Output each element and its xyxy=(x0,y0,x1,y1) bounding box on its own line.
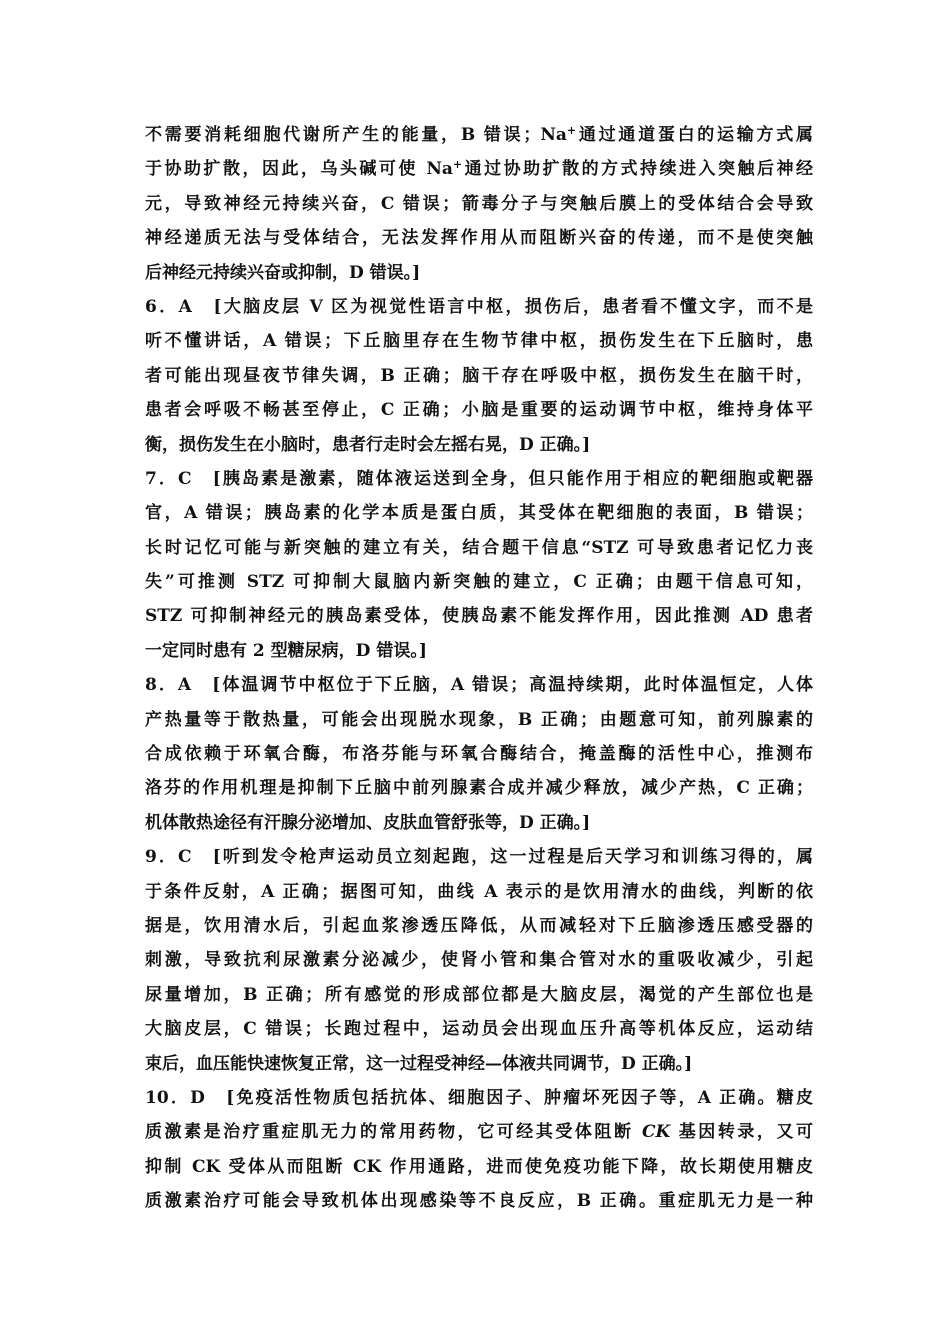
answer-10-line: 10．D [免疫活性物质包括抗体、细胞因子、肿瘤坏死因子等，A 正确。糖皮 xyxy=(145,1087,813,1108)
text-line: 患者会呼吸不畅甚至停止，C 正确；小脑是重要的运动调节中枢，维持身体平 xyxy=(145,400,813,421)
text-line: 束后，血压能快速恢复正常，这一过程受神经—体液共同调节，D 正确。] xyxy=(145,1053,693,1074)
text-line: 抑制 CK 受体从而阻断 CK 作用通路，进而使免疫功能下降，故长期使用糖皮 xyxy=(145,1156,813,1177)
answer-6-line: 6．A [大脑皮层 V 区为视觉性语言中枢，损伤后，患者看不懂文字，而不是 xyxy=(145,296,813,317)
superscript-plus: + xyxy=(452,158,463,172)
text-line: 刺激，导致抗利尿激素分泌减少，使肾小管和集合管对水的重吸收减少，引起 xyxy=(145,950,813,971)
text-line: 于条件反射，A 正确；据图可知，曲线 A 表示的是饮用清水的曲线，判断的依 xyxy=(145,881,813,902)
text-line: 听不懂讲话，A 错误；下丘脑里存在生物节律中枢，损伤发生在下丘脑时，患 xyxy=(145,331,813,352)
answer-7-line: 7．C [胰岛素是激素，随体液运送到全身，但只能作用于相应的靶细胞或靶器 xyxy=(145,468,813,489)
text-line: 后神经元持续兴奋或抑制，D 错误。] xyxy=(145,262,421,283)
text-line: 神经递质无法与受体结合，无法发挥作用从而阻断兴奋的传递，而不是使突触 xyxy=(145,228,813,249)
answer-8-line: 8．A [体温调节中枢位于下丘脑，A 错误；高温持续期，此时体温恒定，人体 xyxy=(145,675,813,696)
text-line: 质激素治疗可能会导致机体出现感染等不良反应，B 正确。重症肌无力是一种 xyxy=(145,1191,813,1212)
text-line: 洛芬的作用机理是抑制下丘脑中前列腺素合成并减少释放，减少产热，C 正确； xyxy=(145,778,813,799)
text-line: 据是，饮用清水后，引起血浆渗透压降低，从而减轻对下丘脑渗透压感受器的 xyxy=(145,915,813,936)
text-line: 者可能出现昼夜节律失调，B 正确；脑干存在呼吸中枢，损伤发生在脑干时， xyxy=(145,365,813,386)
text-line: 大脑皮层，C 错误；长跑过程中，运动员会出现血压升高等机体反应，运动结 xyxy=(145,1019,813,1040)
text-line: 于协助扩散，因此，乌头碱可使 Na+通过协助扩散的方式持续进入突触后神经 xyxy=(145,158,813,180)
answer-explanation-text xyxy=(145,118,813,1219)
text-line: 元，导致神经元持续兴奋，C 错误；箭毒分子与突触后膜上的受体结合会导致 xyxy=(145,193,813,214)
text-line: STZ 可抑制神经元的胰岛素受体，使胰岛素不能发挥作用，因此推测 AD 患者 xyxy=(145,606,813,627)
text-line: 产热量等于散热量，可能会出现脱水现象，B 正确；由题意可知，前列腺素的 xyxy=(145,709,813,730)
text-line: 长时记忆可能与新突触的建立有关，结合题干信息“STZ 可导致患者记忆力丧 xyxy=(145,537,813,558)
text-line: 机体散热途径有汗腺分泌增加、皮肤血管舒张等，D 正确。] xyxy=(145,812,591,833)
text-line: 失”可推测 STZ 可抑制大鼠脑内新突触的建立，C 正确；由题干信息可知， xyxy=(145,572,813,593)
gene-name-italic: CK xyxy=(641,1122,671,1143)
text-line: 官，A 错误；胰岛素的化学本质是蛋白质，其受体在靶细胞的表面，B 错误； xyxy=(145,503,813,524)
text-line: 一定同时患有 2 型糖尿病，D 错误。] xyxy=(145,640,427,661)
text-line: 合成依赖于环氧合酶，布洛芬能与环氧合酶结合，掩盖酶的活性中心，推测布 xyxy=(145,744,813,765)
answer-9-line: 9．C [听到发令枪声运动员立刻起跑，这一过程是后天学习和训练习得的，属 xyxy=(145,847,813,868)
text-line: 质激素是治疗重症肌无力的常用药物，它可经其受体阻断 CK 基因转录，又可 xyxy=(145,1122,814,1143)
text-line: 尿量增加，B 正确；所有感觉的形成部位都是大脑皮层，渴觉的产生部位也是 xyxy=(145,984,813,1005)
text-line: 不需要消耗细胞代谢所产生的能量，B 错误；Na+通过通道蛋白的运输方式属 xyxy=(145,124,814,145)
superscript-plus: + xyxy=(566,124,577,137)
text-line: 衡，损伤发生在小脑时，患者行走时会左摇右晃，D 正确。] xyxy=(145,434,591,455)
